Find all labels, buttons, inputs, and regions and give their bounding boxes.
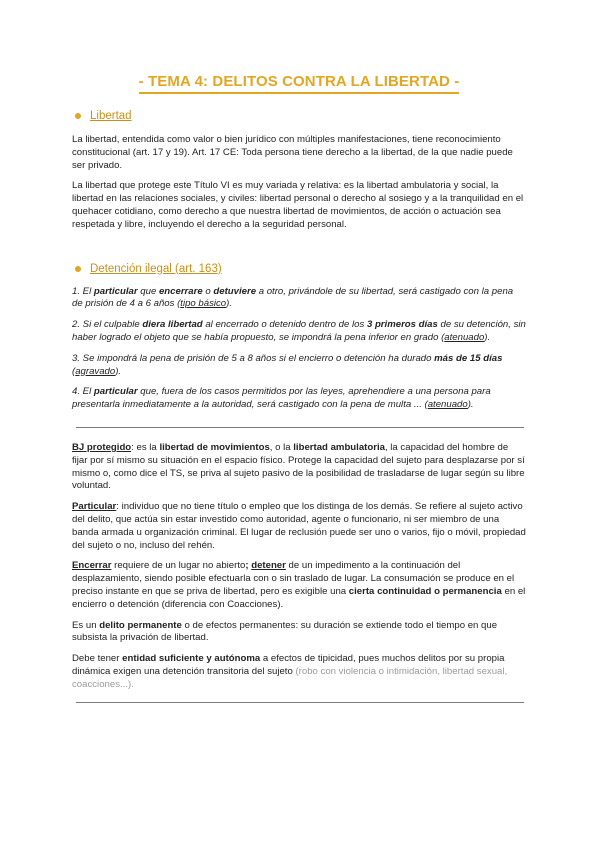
paragraph-particular: Particular: individuo que no tiene título o empleo que los distinga de los demás. Se refiere al sujeto activo del delito, que actúa sin estar investido como autoridad, agente o funcionario, ni ser miembro de una banda armada u organización criminal. El lugar de reclusión puede ser uno o varios, fijo o móvil, propiedad del sujeto o no, incluso del rehén.	[72, 501, 526, 551]
article-item-3: 3. Se impondrá la pena de prisión de 5 a 8 años si el encierro o detención ha durado más de 15 días (agravado).	[72, 352, 503, 377]
paragraph-libertad-1: La libertad, entendida como valor o bien jurídico con múltiples manifestaciones, tiene reconocimiento constitucional (art. 17 y 19). Art. 17 CE: Toda persona tiene derecho a la libertad, de la que nadie puede ser privado.	[72, 134, 513, 171]
bullet-icon	[75, 266, 81, 272]
divider	[76, 702, 524, 703]
article-item-2: 2. Si el culpable diera libertad al encerrado o detenido dentro de los 3 primeros días de su detención, sin haber logrado el objeto que se había propuesto, se impondrá la pena inferior en grado (atenuado).	[72, 319, 526, 343]
document-title: - TEMA 4: DELITOS CONTRA LA LIBERTAD -	[139, 74, 460, 94]
paragraph-delito-permanente: Es un delito permanente o de efectos permanentes: su duración se extiende todo el tiempo en que subsista la privación de libertad.	[72, 619, 498, 644]
heading-libertad: Libertad	[75, 109, 526, 123]
paragraph-encerrar: Encerrar requiere de un lugar no abierto; detener de un impedimento a la continuación del desplazamiento, siendo posible efectuarla con o sin traslado de lugar. La consumación se produce en el preciso instante en que se priva de libertad, pero es exigible una cierta continuidad o permanencia en el encierro o detención (diferencia con Coacciones).	[72, 560, 526, 610]
divider	[76, 427, 524, 428]
article-item-1: 1. El particular que encerrare o detuviere a otro, privándole de su libertad, será castigado con la pena de prisión de 4 a 6 años (tipo básico).	[72, 285, 514, 310]
paragraph-libertad-2: La libertad que protege este Título VI es muy variada y relativa: es la libertad ambulatoria y social, la libertad en las relaciones sociales, y civiles: libertad personal o derecho al sosiego y a la tranquilidad en el quehacer cotidiano, como derecho a que nuestra libertad de movimientos, de acción o actuación sea respetada y libre, incluyendo el derecho a la seguridad personal.	[72, 180, 524, 230]
paragraph-entidad-suficiente: Debe tener entidad suficiente y autónoma a efectos de tipicidad, pues muchos delitos por su propia dinámica exigen una detención transitoria del sujeto (robo con violencia o intimidación, libertad sexual, coacciones...).	[72, 653, 508, 690]
paragraph-bj-protegido: BJ protegido: es la libertad de movimientos, o la libertad ambulatoria, la capacidad del hombre de fijar por sí mismo su situación en el espacio físico. Protege la capacidad del sujeto para desplazarse por sí mismo o, como dice el TS, se priva al sujeto pasivo de la posibilidad de trasladarse de lugar según su libre voluntad.	[72, 441, 525, 492]
heading-detencion-ilegal: Detención ilegal (art. 163)	[75, 262, 526, 276]
article-item-4: 4. El particular que, fuera de los casos permitidos por las leyes, aprehendiere a una persona para presentarla inmediatamente a la autoridad, será castigado con la pena de multa ... (atenuado).	[72, 386, 491, 411]
bullet-icon	[75, 113, 81, 119]
